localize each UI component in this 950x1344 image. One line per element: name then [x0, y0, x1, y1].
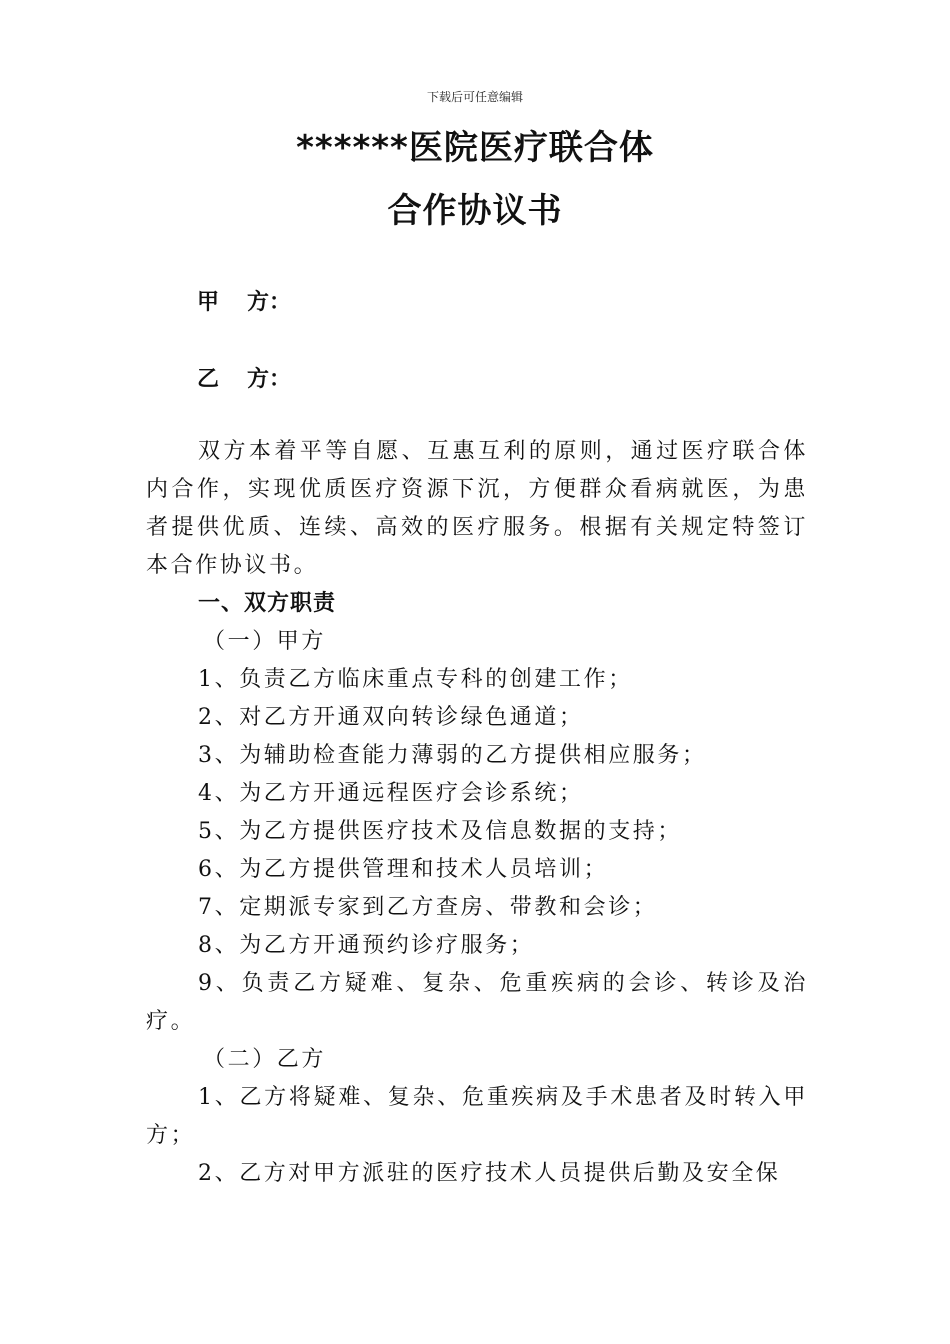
list-item: 8、为乙方开通预约诊疗服务；: [198, 933, 535, 958]
party-a-label-suffix: 方：: [247, 290, 292, 315]
list-item: 9、负责乙方疑难、复杂、危重疾病的会诊、转诊及治疗。: [146, 971, 808, 1034]
intro-paragraph: 双方本着平等自愿、互惠互利的原则，通过医疗联合体内合作，实现优质医疗资源下沉，方便群众看病就医，为患者提供优质、连续、高效的医疗服务。根据有关规定特签订本合作协议书。: [146, 439, 808, 578]
section-heading-duties: 一、双方职责: [198, 591, 337, 616]
list-item: 4、为乙方开通远程医疗会诊系统；: [198, 781, 584, 806]
list-item: 7、定期派专家到乙方查房、带教和会诊；: [198, 895, 658, 920]
list-item: 5、为乙方提供医疗技术及信息数据的支持；: [198, 819, 682, 844]
document-title-line-2: 合作协议书: [387, 191, 563, 231]
header-note: 下载后可任意编辑: [426, 90, 523, 104]
list-item: 2、乙方对甲方派驻的医疗技术人员提供后勤及安全保: [198, 1161, 781, 1186]
list-item: 1、乙方将疑难、复杂、危重疾病及手术患者及时转入甲方；: [146, 1085, 808, 1148]
list-item: 6、为乙方提供管理和技术人员培训；: [198, 857, 609, 882]
party-b-label: [197, 362, 291, 393]
party-a-label-char: 甲: [197, 290, 220, 315]
document-body: [146, 433, 808, 1193]
party-a-label: [197, 285, 291, 316]
subsection-heading-party-a: （一）甲方: [203, 629, 327, 654]
party-b-label-char: 乙: [197, 367, 220, 392]
list-item: 3、为辅助检查能力薄弱的乙方提供相应服务；: [198, 743, 707, 768]
subsection-heading-party-b: （二）乙方: [203, 1047, 327, 1072]
list-item: 2、对乙方开通双向转诊绿色通道；: [198, 705, 584, 730]
party-b-label-suffix: 方：: [247, 367, 292, 392]
document-title-line-1: ******医院医疗联合体: [296, 128, 654, 168]
list-item: 1、负责乙方临床重点专科的创建工作；: [198, 667, 633, 692]
